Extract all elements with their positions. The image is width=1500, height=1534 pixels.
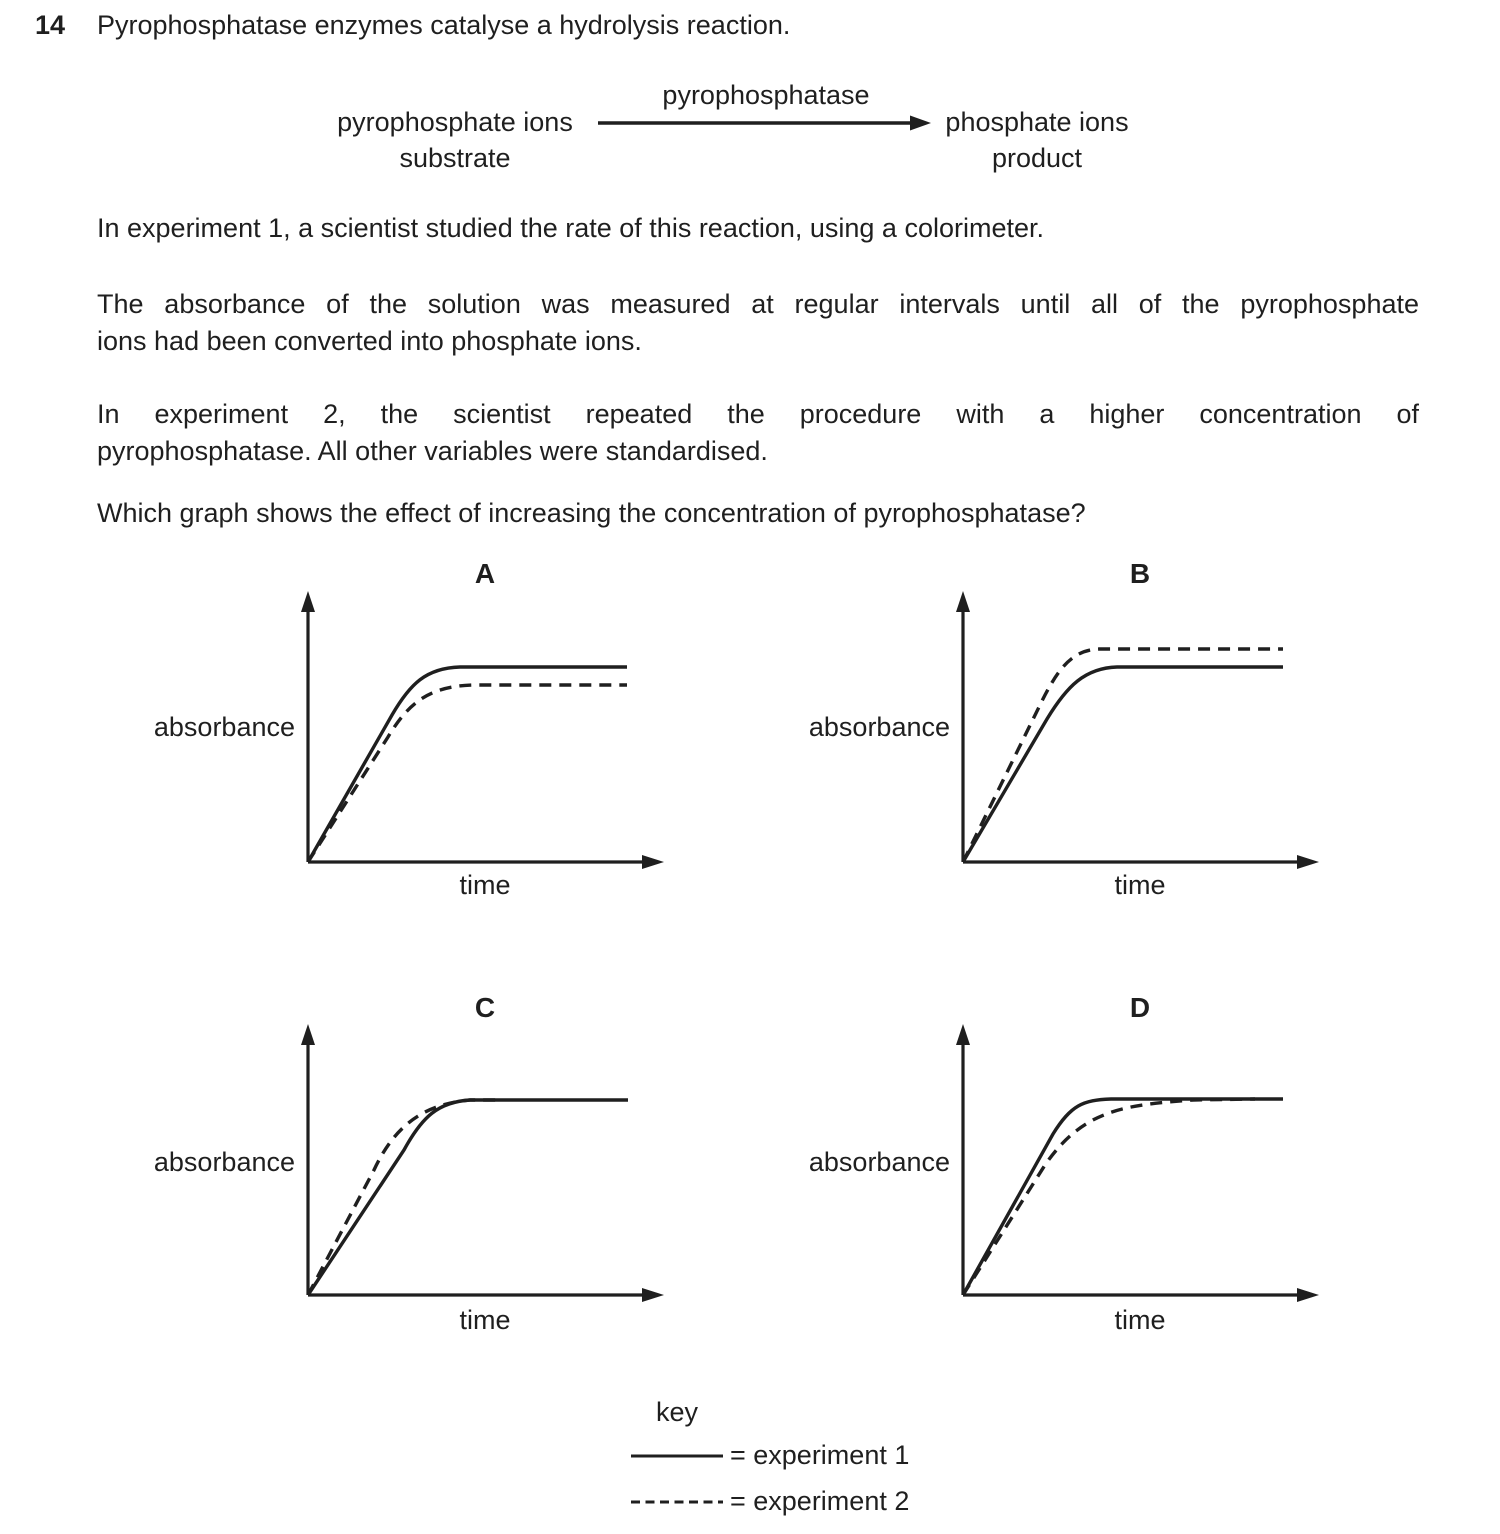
- x-axis-arrowhead-icon: [642, 855, 664, 869]
- graph-b-xlabel: time: [1114, 870, 1166, 900]
- experiment2-curve: [308, 685, 627, 862]
- paragraph-experiment-2: [97, 396, 1419, 470]
- key-dashed-line-sample: [630, 1498, 724, 1506]
- paragraph-absorbance: [97, 286, 1419, 360]
- graph-a-label: A: [474, 558, 496, 589]
- graph-c-ylabel: absorbance: [153, 1147, 295, 1177]
- key-entry-experiment-2: = experiment 2: [730, 1486, 910, 1516]
- graph-a-plot: [290, 587, 670, 877]
- reaction-product-name: phosphate ions: [945, 107, 1129, 137]
- paragraph-experiment-1: In experiment 1, a scientist studied the rate of this reaction, using a colorimeter.: [97, 213, 1044, 243]
- experiment2-curve: [308, 1100, 502, 1295]
- graph-c-label: C: [474, 992, 496, 1023]
- experiment1-curve: [308, 667, 627, 862]
- experiment1-curve: [308, 1100, 628, 1295]
- question-number: 14: [35, 10, 66, 40]
- graph-c-xlabel: time: [459, 1305, 511, 1335]
- graph-d-ylabel: absorbance: [808, 1147, 950, 1177]
- key-solid-line-sample: [630, 1452, 724, 1460]
- key-entry-experiment-1: = experiment 1: [730, 1440, 910, 1470]
- graph-d-plot: [945, 1020, 1325, 1310]
- reaction-enzyme-label: pyrophosphatase: [662, 80, 870, 110]
- experiment2-curve: [963, 649, 1283, 862]
- reaction-product-role: product: [991, 143, 1083, 173]
- experiment2-curve: [963, 1099, 1255, 1295]
- graph-b-label: B: [1129, 558, 1151, 589]
- x-axis-arrowhead-icon: [1297, 855, 1319, 869]
- graph-c-plot: [290, 1020, 670, 1310]
- reaction-substrate-role: substrate: [399, 143, 511, 173]
- graph-b-plot: [945, 587, 1325, 877]
- y-axis-arrowhead-icon: [301, 1024, 315, 1045]
- graph-a-xlabel: time: [459, 870, 511, 900]
- x-axis-arrowhead-icon: [1297, 1288, 1319, 1302]
- reaction-product-group: [887, 104, 1187, 176]
- paragraph-experiment-2-line-1: In experiment 2, the scientist repeated the procedure with a higher concentration of: [97, 399, 1419, 429]
- x-axis-arrowhead-icon: [642, 1288, 664, 1302]
- y-axis-arrowhead-icon: [956, 1024, 970, 1045]
- reaction-substrate-group: [305, 104, 605, 176]
- y-axis-arrowhead-icon: [956, 591, 970, 612]
- question-prompt: Which graph shows the effect of increasing the concentration of pyrophosphatase?: [97, 498, 1086, 528]
- reaction-substrate-name: pyrophosphate ions: [337, 107, 573, 137]
- y-axis-arrowhead-icon: [301, 591, 315, 612]
- graph-d-label: D: [1129, 992, 1151, 1023]
- key-title: key: [655, 1397, 699, 1427]
- paragraph-absorbance-line-2: ions had been converted into phosphate ions.: [97, 326, 642, 356]
- question-intro-text: Pyrophosphatase enzymes catalyse a hydrolysis reaction.: [97, 10, 791, 40]
- reaction-arrow: [598, 110, 934, 136]
- graph-a-ylabel: absorbance: [153, 712, 295, 742]
- paragraph-experiment-2-line-2: pyrophosphatase. All other variables were standardised.: [97, 436, 768, 466]
- graph-b-ylabel: absorbance: [808, 712, 950, 742]
- paragraph-absorbance-line-1: The absorbance of the solution was measured at regular intervals until all of the pyrophosphate: [97, 289, 1419, 319]
- experiment1-curve: [963, 1099, 1283, 1295]
- graph-d-xlabel: time: [1114, 1305, 1166, 1335]
